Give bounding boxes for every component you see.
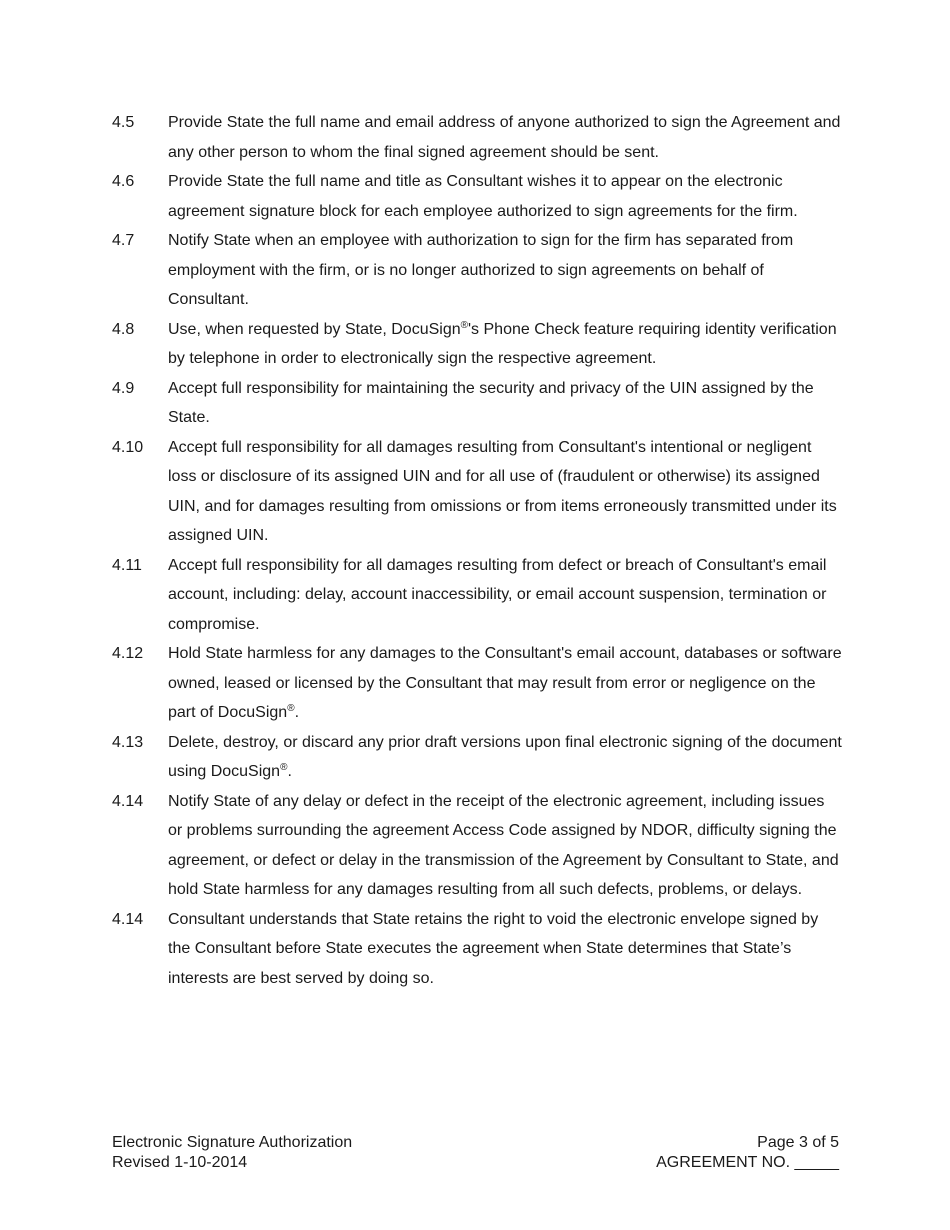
clause-number: 4.9	[112, 379, 135, 397]
clause-text	[168, 315, 842, 374]
registered-mark: ®	[280, 762, 288, 773]
clause-number: 4.7	[112, 232, 135, 249]
clause-4-12	[112, 639, 842, 728]
document-body	[112, 108, 842, 993]
clause-text: Accept full responsibility for maintaining the security and privacy of the UIN assigned by the State.	[168, 379, 814, 426]
registered-mark: ®	[287, 703, 295, 714]
clause-4-7	[112, 226, 842, 315]
clause-4-13	[112, 728, 842, 787]
clause-4-8	[112, 315, 842, 374]
clause-number: 4.10	[112, 438, 144, 456]
clause-4-5	[112, 108, 842, 167]
document-title: Electronic Signature Authorization	[112, 1134, 353, 1151]
clause-text-start: Use, when requested by State, DocuSign	[168, 320, 461, 338]
clause-text: Consultant understands that State retains the right to void the electronic envelope signed by the Consultant before State executes the agreement when State determines that State’s interests are best served by doing so.	[168, 910, 819, 987]
clause-4-14	[112, 787, 842, 905]
clause-text-start: Hold State harmless for any damages to the Consultant's email account, databases or software owned, leased or licensed by the Consultant that may result from error or negligence on the part of DocuSign	[168, 645, 842, 721]
clause-text: Accept full responsibility for all damages resulting from Consultant's intentional or negligent loss or disclosure of its assigned UIN and for all use of (fraudulent or otherwise) its assigned UIN, and for damages resulting from omissions or from items erroneously transmitted under its assigned UIN.	[168, 438, 837, 544]
clause-text: Notify State when an employee with authorization to sign for the firm has separated from employment with the firm, or is no longer authorized to sign agreements on behalf of Consultant.	[168, 232, 794, 308]
clause-text: Provide State the full name and email address of anyone authorized to sign the Agreement and any other person to whom the final signed agreement should be sent.	[168, 114, 841, 161]
clause-text: Notify State of any delay or defect in the receipt of the electronic agreement, including issues or problems surrounding the agreement Access Code assigned by NDOR, difficulty signing the agreement, or defect or delay in the transmission of the Agreement by Consultant to State, and hold State harmless for any damages resulting from all such defects, problems, or delays.	[168, 792, 839, 898]
clause-4-14-void-right	[112, 905, 842, 994]
clause-text: Provide State the full name and title as Consultant wishes it to appear on the electronic agreement signature block for each employee authorized to sign agreements for the firm.	[168, 173, 798, 220]
clause-text-end: .	[287, 763, 292, 780]
registered-mark: ®	[460, 319, 468, 331]
clause-number: 4.11	[112, 556, 142, 574]
clause-number: 4.6	[112, 173, 135, 190]
footer-left	[112, 1133, 352, 1172]
clause-text	[168, 728, 842, 787]
clause-number: 4.14	[112, 910, 144, 928]
clause-number: 4.12	[112, 645, 144, 662]
clause-4-6	[112, 167, 842, 226]
page-footer	[112, 1133, 839, 1172]
revision-date: Revised 1-10-2014	[112, 1153, 248, 1171]
clause-4-11	[112, 551, 842, 640]
clause-4-9	[112, 374, 842, 433]
clause-text: Accept full responsibility for all damages resulting from defect or breach of Consultant's email account, including: delay, account inaccessibility, or email account suspension, termination or compromise.	[168, 556, 827, 633]
clause-number: 4.8	[112, 320, 135, 338]
clause-text	[168, 639, 842, 728]
page-number: Page 3 of 5	[757, 1134, 839, 1151]
clause-text-end: 's Phone Check feature requiring identity verification by telephone in order to electronically sign the respective agreement.	[168, 320, 837, 367]
clause-number: 4.14	[112, 792, 144, 810]
clause-text-end: .	[294, 704, 300, 721]
clause-number: 4.5	[112, 114, 135, 131]
clause-4-10	[112, 433, 842, 551]
clause-text-start: Delete, destroy, or discard any prior draft versions upon final electronic signing of the document using DocuSign	[168, 733, 842, 780]
clause-number: 4.13	[112, 733, 144, 751]
footer-right	[656, 1133, 839, 1172]
agreement-number: AGREEMENT NO. _____	[656, 1153, 839, 1171]
